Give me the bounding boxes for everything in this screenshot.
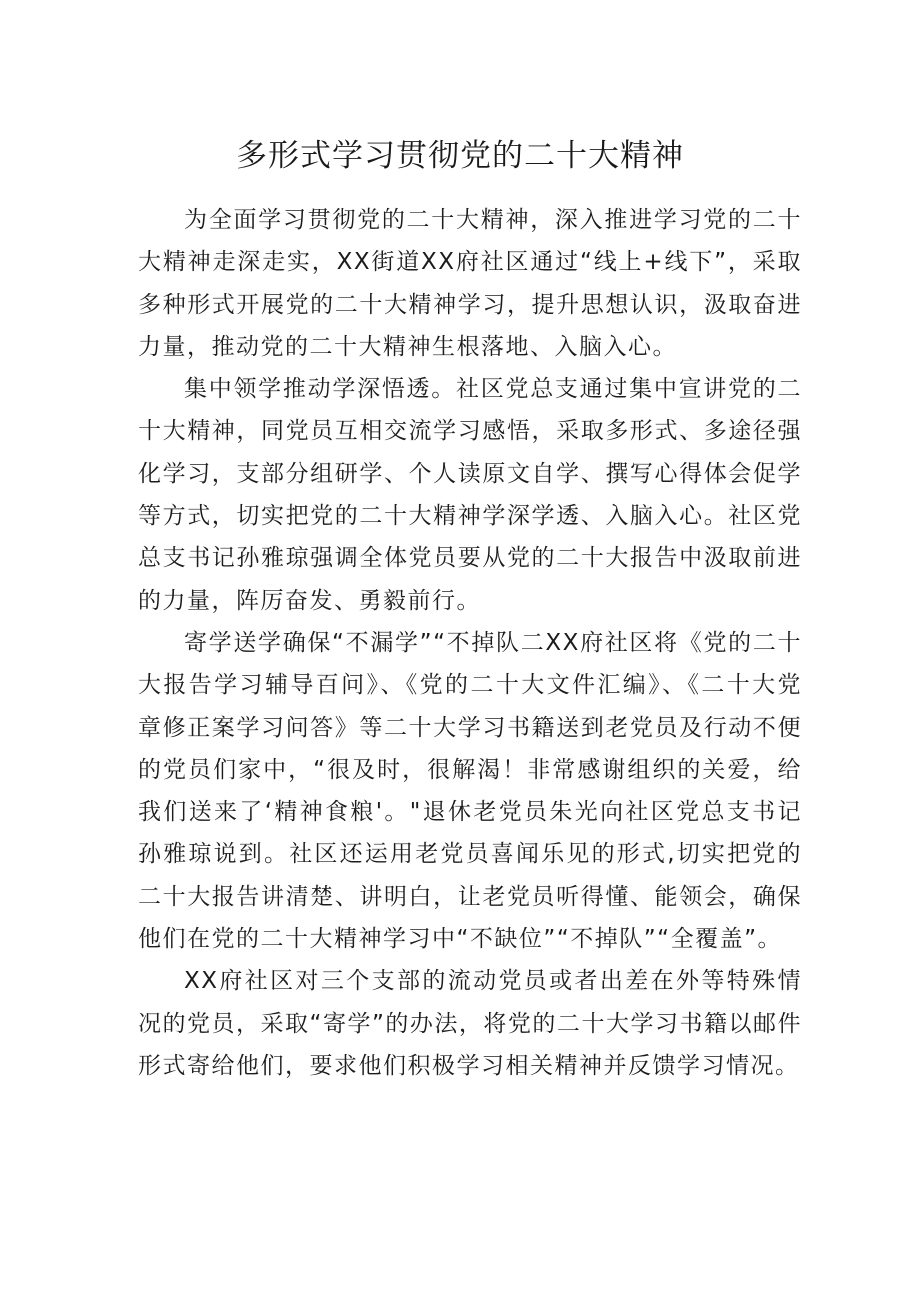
paragraph-mail-study: XX府社区对三个支部的流动党员或者出差在外等特殊情况的党员，采取“寄学”的办法，将党的二十大学习书籍以邮件形式寄给他们，要求他们积极学习相关精神并反馈学习情况。 — [138, 968, 802, 1079]
document-title: 多形式学习贯彻党的二十大精神 — [236, 138, 684, 174]
paragraph-intro: 为全面学习贯彻党的二十大精神，深入推进学习党的二十大精神走深走实，XX街道XX府社区通过“线上+线下”，采取多种形式开展党的二十大精神学习，提升思想认识，汲取奋进力量，推动党的二十大精神生根落地、入脑入心。 — [138, 207, 802, 360]
paragraph-centralized-study: 集中领学推动学深悟透。社区党总支通过集中宣讲党的二十大精神，同党员互相交流学习感悟，采取多形式、多途径强化学习，支部分组研学、个人读原文自学、撰写心得体会促学等方式，切实把党的二十大精神学深学透、入脑入心。社区党总支书记孙雅琼强调全体党员要从党的二十大报告中汲取前进的力量，阵厉奋发、勇毅前行。 — [138, 376, 802, 614]
document-body — [138, 199, 802, 1087]
paragraph-delivered-study: 寄学送学确保“不漏学”“不掉队二XX府社区将《党的二十大报告学习辅导百问》、《党的二十大文件汇编》、《二十大党章修正案学习问答》等二十大学习书籍送到老党员及行动不便的党员们家中，“很及时，很解渴！非常感谢组织的关爱，给我们送来了‘精神食粮'。"退休老党员朱光向社区党总支书记孙雅琼说到。社区还运用老党员喜闻乐见的形式,切实把党的二十大报告讲清楚、讲明白，让老党员听得懂、能领会，确保他们在党的二十大精神学习中“不缺位”“不掉队”“全覆盖”。 — [138, 629, 802, 953]
